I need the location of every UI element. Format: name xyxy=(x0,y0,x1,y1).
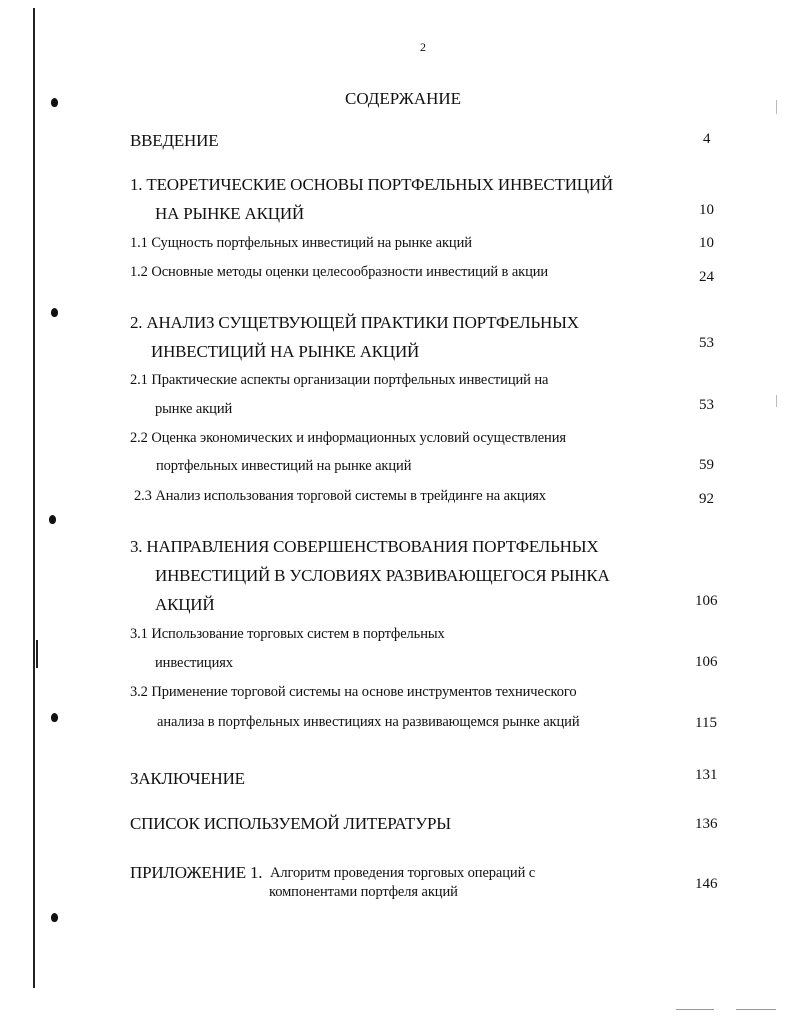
toc-section-3-1-page: 106 xyxy=(695,654,718,670)
scan-mark-left xyxy=(36,640,38,668)
toc-section-1-1-page: 10 xyxy=(699,235,714,251)
toc-intro-label: ВВЕДЕНИЕ xyxy=(130,131,219,150)
toc-section-3-2-page: 115 xyxy=(695,715,717,731)
binder-hole-mark xyxy=(51,98,58,107)
toc-section-1-2: 1.2 Основные методы оценки целесообразности инвестиций в акции xyxy=(130,264,549,280)
toc-chapter1-title-line2: НА РЫНКЕ АКЦИЙ xyxy=(155,204,304,223)
toc-section-3-2-line1: 3.2 Применение торговой системы на основе инструментов технического xyxy=(130,684,577,700)
toc-section-1-1: 1.1 Сущность портфельных инвестиций на рынке акций xyxy=(130,235,472,251)
scan-mark-right xyxy=(776,100,777,114)
scan-mark-bottom xyxy=(736,1009,776,1010)
toc-section-3-1-line2: инвестициях xyxy=(155,655,233,671)
toc-section-2-1-line2: рынке акций xyxy=(155,401,233,417)
toc-section-2-2-page: 59 xyxy=(699,457,714,473)
toc-bibliography-page: 136 xyxy=(695,816,718,832)
toc-chapter2-page: 53 xyxy=(699,335,714,351)
binder-hole-mark xyxy=(51,913,58,922)
toc-chapter2-title-line1: 2. АНАЛИЗ СУЩЕТВУЮЩЕЙ ПРАКТИКИ ПОРТФЕЛЬНЫХ xyxy=(130,313,579,332)
toc-appendix-line2: компонентами портфеля акций xyxy=(269,884,458,900)
page-number: 2 xyxy=(420,40,426,54)
toc-section-2-2-line2: портфельных инвестиций на рынке акций xyxy=(156,458,412,474)
toc-appendix-line1: Алгоритм проведения торговых операций с xyxy=(270,865,536,881)
scan-mark-right xyxy=(776,395,777,407)
toc-section-2-3: 2.3 Анализ использования торговой системы в трейдинге на акциях xyxy=(134,488,546,504)
toc-section-1-2-page: 24 xyxy=(699,269,714,285)
toc-section-2-1-line1: 2.1 Практические аспекты организации портфельных инвестиций на xyxy=(130,372,549,388)
binder-hole-mark xyxy=(51,308,58,317)
toc-chapter2-title-line2: ИНВЕСТИЦИЙ НА РЫНКЕ АКЦИЙ xyxy=(151,342,420,361)
toc-conclusion-label: ЗАКЛЮЧЕНИЕ xyxy=(130,769,245,788)
toc-conclusion-page: 131 xyxy=(695,767,718,783)
toc-chapter3-title-line3: АКЦИЙ xyxy=(155,595,215,614)
toc-appendix-page: 146 xyxy=(695,876,718,892)
scan-mark-bottom xyxy=(676,1009,714,1010)
scan-left-edge xyxy=(33,8,35,988)
toc-bibliography-label: СПИСОК ИСПОЛЬЗУЕМОЙ ЛИТЕРАТУРЫ xyxy=(130,814,451,833)
toc-intro-page: 4 xyxy=(703,131,711,147)
toc-chapter3-page: 106 xyxy=(695,593,718,609)
toc-chapter3-title-line1: 3. НАПРАВЛЕНИЯ СОВЕРШЕНСТВОВАНИЯ ПОРТФЕЛЬНЫХ xyxy=(130,537,599,556)
toc-section-3-1-line1: 3.1 Использование торговых систем в портфельных xyxy=(130,626,445,642)
toc-section-2-1-page: 53 xyxy=(699,397,714,413)
toc-appendix-prefix: ПРИЛОЖЕНИЕ 1. xyxy=(130,863,263,882)
toc-section-2-2-line1: 2.2 Оценка экономических и информационных условий осуществления xyxy=(130,430,566,446)
toc-chapter3-title-line2: ИНВЕСТИЦИЙ В УСЛОВИЯХ РАЗВИВАЮЩЕГОСЯ РЫНКА xyxy=(155,566,610,585)
toc-chapter1-title-line1: 1. ТЕОРЕТИЧЕСКИЕ ОСНОВЫ ПОРТФЕЛЬНЫХ ИНВЕСТИЦИЙ xyxy=(130,175,614,194)
binder-hole-mark xyxy=(49,515,56,524)
toc-chapter1-page: 10 xyxy=(699,202,714,218)
toc-section-3-2-line2: анализа в портфельных инвестициях на развивающемся рынке акций xyxy=(157,714,580,730)
binder-hole-mark xyxy=(51,713,58,722)
page-title: СОДЕРЖАНИЕ xyxy=(345,89,462,108)
toc-section-2-3-page: 92 xyxy=(699,491,714,507)
